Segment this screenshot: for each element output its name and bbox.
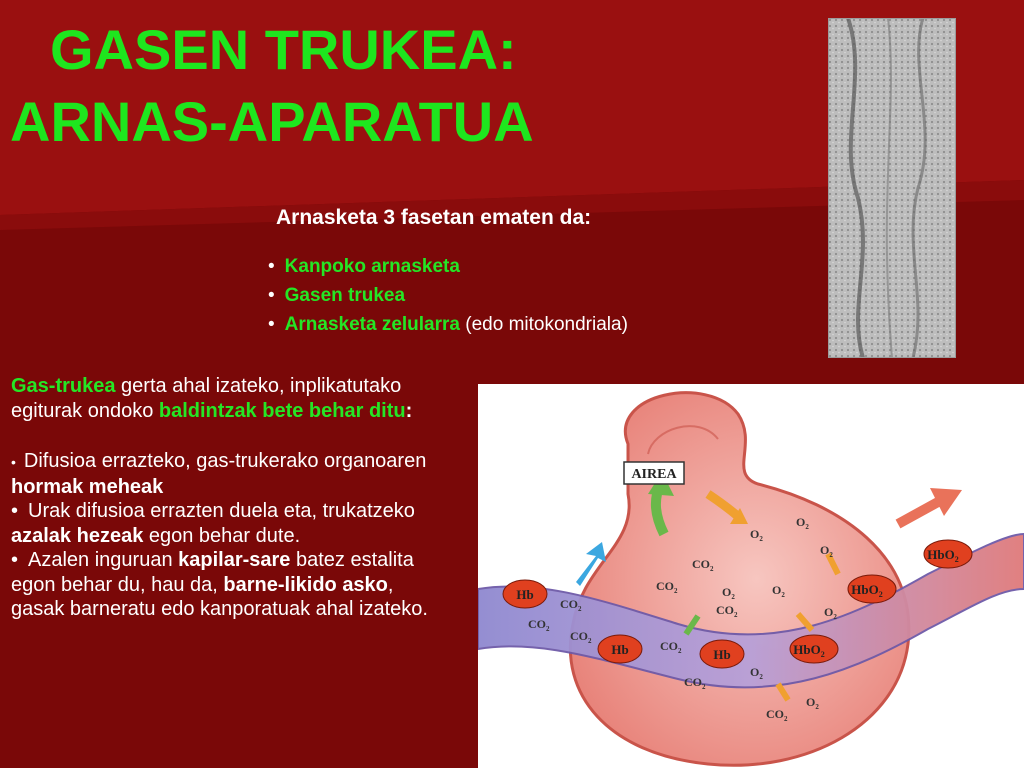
phases-subtitle: Arnasketa 3 fasetan ematen da: bbox=[276, 206, 592, 229]
condition-bold-2: barne-likido asko bbox=[223, 573, 388, 596]
phase-item: • Kanpoko arnasketa bbox=[268, 256, 460, 277]
condition-item: • Urak difusioa errazten duela eta, trukatzeko azalak hezeak egon behar dute. bbox=[11, 500, 415, 547]
svg-text:O2: $O_2$ bbox=[806, 695, 819, 711]
phase-name: Kanpoko arnasketa bbox=[284, 256, 460, 277]
alveolus-diagram bbox=[478, 384, 1024, 768]
phases-list bbox=[268, 252, 628, 339]
condition-item: • Difusioa errazteko, gas-trukerako organoaren hormak meheak bbox=[11, 450, 427, 498]
term-gas-trukea: Gas-trukea bbox=[11, 375, 116, 397]
phase-name: Gasen trukea bbox=[284, 285, 406, 306]
condition-bold: hormak meheak bbox=[11, 475, 164, 498]
svg-text:CO2: $CO_2$ bbox=[766, 707, 788, 723]
condition-item: • Azalen inguruan kapilar-sare batez estalita egon behar du, hau da, barne-likido asko, gasak barneratu edo kanporatuak ahal izateko. bbox=[11, 549, 428, 620]
svg-text:O2: $O_2$ bbox=[750, 665, 763, 681]
condition-bold: kapilar-sare bbox=[178, 549, 291, 571]
condition-text-end: , gasak barneratu edo kanporatuak ahal izateko. bbox=[11, 573, 428, 620]
svg-text:Hb: Hb bbox=[713, 647, 731, 662]
svg-text:CO2: $CO_2$ bbox=[692, 557, 714, 573]
condition-text-mid: batez estalita egon behar du, hau da, bbox=[11, 549, 414, 596]
phase-name: Arnasketa zelularra bbox=[284, 314, 460, 335]
svg-text:CO2: $CO_2$ bbox=[716, 603, 738, 619]
svg-text:O2: $O_2$ bbox=[772, 583, 785, 599]
phase-note: (edo mitokondriala) bbox=[459, 314, 628, 335]
intro-colon: : bbox=[405, 399, 413, 422]
conditions-list bbox=[11, 449, 451, 622]
svg-text:HbO2: HbO$_2$ bbox=[851, 582, 883, 599]
airea-label: AIREA bbox=[631, 467, 677, 482]
svg-text:HbO2: HbO$_2$ bbox=[793, 642, 825, 659]
title-line-1: GASEN TRUKEA: bbox=[50, 18, 517, 81]
svg-text:Hb: Hb bbox=[516, 587, 534, 602]
micrograph-image bbox=[828, 18, 956, 358]
svg-text:HbO2: HbO$_2$ bbox=[927, 547, 959, 564]
svg-text:Hb: Hb bbox=[611, 642, 629, 657]
svg-text:CO2: $CO_2$ bbox=[570, 629, 592, 645]
svg-text:O2: $O_2$ bbox=[750, 527, 763, 543]
svg-text:O2: $O_2$ bbox=[820, 543, 833, 559]
intro-text: gerta ahal izateko, inplikatutako egiturak ondoko bbox=[11, 375, 402, 422]
term-baldintzak: baldintzak bete behar ditu bbox=[158, 399, 406, 422]
svg-text:O2: $O_2$ bbox=[824, 605, 837, 621]
title-line-2: ARNAS-APARATUA bbox=[10, 90, 534, 153]
svg-text:CO2: $CO_2$ bbox=[560, 597, 582, 613]
svg-text:CO2: $CO_2$ bbox=[660, 639, 682, 655]
svg-text:CO2: $CO_2$ bbox=[656, 579, 678, 595]
condition-text: Difusioa errazteko, gas-trukerako organoaren bbox=[23, 450, 427, 472]
condition-text-end: egon behar dute. bbox=[143, 524, 301, 547]
condition-text: Urak difusioa errazten duela eta, trukatzeko bbox=[28, 500, 415, 522]
phase-item: • Arnasketa zelularra (edo mitokondriala) bbox=[268, 314, 628, 335]
svg-text:O2: $O_2$ bbox=[722, 585, 735, 601]
conditions-text bbox=[11, 374, 451, 622]
condition-text: Azalen inguruan bbox=[28, 549, 179, 571]
svg-text:CO2: $CO_2$ bbox=[684, 675, 706, 691]
page-title bbox=[10, 14, 534, 158]
svg-text:O2: $O_2$ bbox=[796, 515, 809, 531]
svg-text:CO2: $CO_2$ bbox=[528, 617, 550, 633]
intro-paragraph bbox=[11, 374, 451, 423]
phase-item: • Gasen trukea bbox=[268, 285, 406, 306]
condition-bold: azalak hezeak bbox=[11, 524, 144, 547]
